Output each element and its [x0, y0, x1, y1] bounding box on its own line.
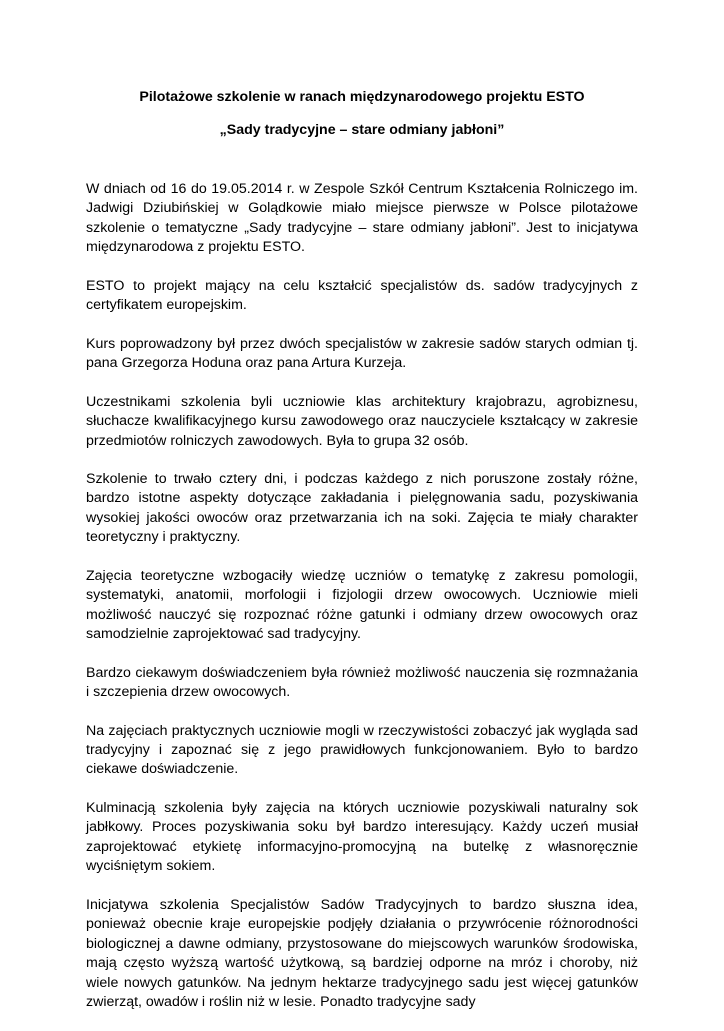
- document-title: Pilotażowe szkolenie w ranach międzynarodowego projektu ESTO: [139, 89, 585, 105]
- paragraph-10: Inicjatywa szkolenia Specjalistów Sadów Tradycyjnych to bardzo słuszna idea, ponieważ obecnie kraje europejskie podjęły działania o przywrócenie różnorodności biologicznej a dawne odmiany, przystosowane do miejscowych warunków środowiska, mają często wyższą wartość użytkową, są bardziej odporne na mróz i choroby, niż wiele nowych gatunków. Na jednym hektarze tradycyjnego sadu jest więcej gatunków zwierząt, owadów i roślin niż w lesie. Ponadto tradycyjne sady: [86, 896, 638, 1010]
- paragraph-9: Kulminacją szkolenia były zajęcia na których uczniowie pozyskiwali naturalny sok jabłkowy. Proces pozyskiwania soku był bardzo interesujący. Każdy uczeń musiał zaprojektować etykietę informacyjno-promocyjną na butelkę z własnoręcznie wyciśniętym sokiem.: [86, 799, 638, 875]
- paragraph-7: Bardzo ciekawym doświadczeniem była również możliwość nauczenia się rozmnażania i szczepienia drzew owocowych.: [86, 664, 638, 701]
- paragraph-6: Zajęcia teoretyczne wzbogaciły wiedzę uczniów o tematykę z zakresu pomologii, systematyki, anatomii, morfologii i fizjologii drzew owocowych. Uczniowie mieli możliwość nauczyć się rozpoznać różne gatunki i odmiany drzew owocowych oraz samodzielnie zaprojektować sad tradycyjny.: [86, 567, 638, 643]
- paragraph-5: Szkolenie to trwało cztery dni, i podczas każdego z nich poruszone zostały różne, bardzo istotne aspekty dotyczące zakładania i pielęgnowania sadu, pozyskiwania wysokiej jakości owoców oraz przetwarzania ich na soki. Zajęcia te miały charakter teoretyczny i praktyczny.: [86, 470, 638, 546]
- paragraph-1: W dniach od 16 do 19.05.2014 r. w Zespole Szkół Centrum Kształcenia Rolniczego im. Jadwigi Dziubińskiej w Golądkowie miało miejsce pierwsze w Polsce pilotażowe szkolenie o tematyczne „Sady tradycyjne – stare odmiany jabłoni”. Jest to inicjatywa międzynarodowa z projektu ESTO.: [86, 181, 638, 256]
- paragraph-8: Na zajęciach praktycznych uczniowie mogli w rzeczywistości zobaczyć jak wygląda sad tradycyjny i zapoznać się z jego prawidłowych funkcjonowaniem. Było to bardzo ciekawe doświadczenie.: [86, 722, 638, 778]
- paragraph-4: Uczestnikami szkolenia byli uczniowie klas architektury krajobrazu, agrobiznesu, słuchacze kwalifikacyjnego kursu zawodowego oraz nauczyciele kształcący w zakresie przedmiotów rolniczych zawodowych. Była to grupa 32 osób.: [86, 393, 638, 449]
- paragraph-2: ESTO to projekt mający na celu kształcić specjalistów ds. sadów tradycyjnych z certyfikatem europejskim.: [86, 277, 638, 314]
- document-body: [86, 180, 638, 1031]
- document-subtitle: „Sady tradycyjne – stare odmiany jabłoni”: [219, 122, 505, 138]
- paragraph-3: Kurs poprowadzony był przez dwóch specjalistów w zakresie sadów starych odmian tj. pana Grzegorza Hoduna oraz pana Artura Kurzeja.: [86, 335, 638, 372]
